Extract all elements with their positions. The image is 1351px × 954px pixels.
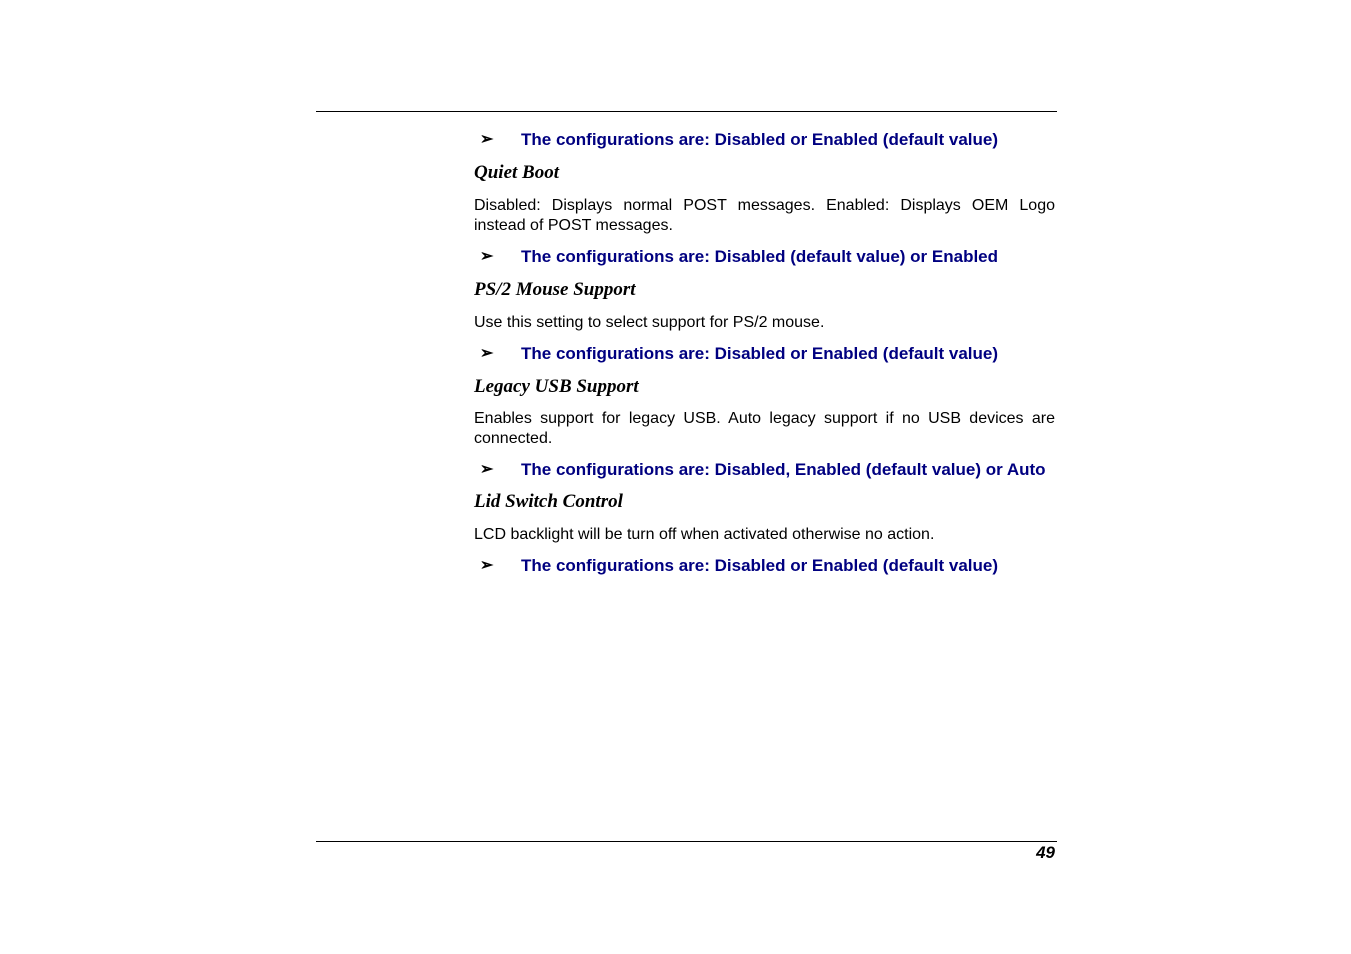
config-options-ps2-mouse-support — [474, 343, 1055, 364]
arrowhead-bullet-icon: ➢ — [480, 461, 494, 478]
arrowhead-bullet-icon: ➢ — [480, 248, 494, 265]
arrowhead-bullet-icon: ➢ — [480, 131, 494, 148]
page-content — [474, 129, 1055, 576]
section-description-legacy-usb-support: Enables support for legacy USB. Auto legacy support if no USB devices are connected. — [474, 410, 1055, 447]
config-options-lid-switch-control — [474, 555, 1055, 576]
section-heading-ps2-mouse-support: PS/2 Mouse Support — [474, 279, 636, 300]
header-rule — [316, 111, 1057, 112]
config-options-text: The configurations are: Disabled (default value) or Enabled — [521, 247, 999, 266]
config-options-quiet-boot — [474, 246, 1055, 267]
arrowhead-bullet-icon: ➢ — [480, 557, 494, 574]
page-number: 49 — [1036, 843, 1055, 862]
section-description-lid-switch-control: LCD backlight will be turn off when activated otherwise no action. — [474, 526, 935, 543]
config-options-text: The configurations are: Disabled or Enabled (default value) — [521, 130, 999, 149]
config-options-legacy-usb-support — [474, 459, 1055, 480]
config-options-text: The configurations are: Disabled or Enabled (default value) — [521, 344, 999, 363]
config-options-text: The configurations are: Disabled, Enabled (default value) or Auto — [521, 460, 1046, 479]
section-description-quiet-boot: Disabled: Displays normal POST messages. Enabled: Displays OEM Logo instead of POST messages. — [474, 197, 1055, 234]
footer-rule — [316, 841, 1057, 842]
section-description-ps2-mouse-support: Use this setting to select support for PS/2 mouse. — [474, 314, 825, 331]
config-options-previous — [474, 129, 1055, 150]
section-heading-lid-switch-control: Lid Switch Control — [474, 491, 623, 512]
section-heading-legacy-usb-support: Legacy USB Support — [474, 376, 639, 397]
config-options-text: The configurations are: Disabled or Enabled (default value) — [521, 556, 999, 575]
arrowhead-bullet-icon: ➢ — [480, 345, 494, 362]
section-heading-quiet-boot: Quiet Boot — [474, 162, 559, 183]
